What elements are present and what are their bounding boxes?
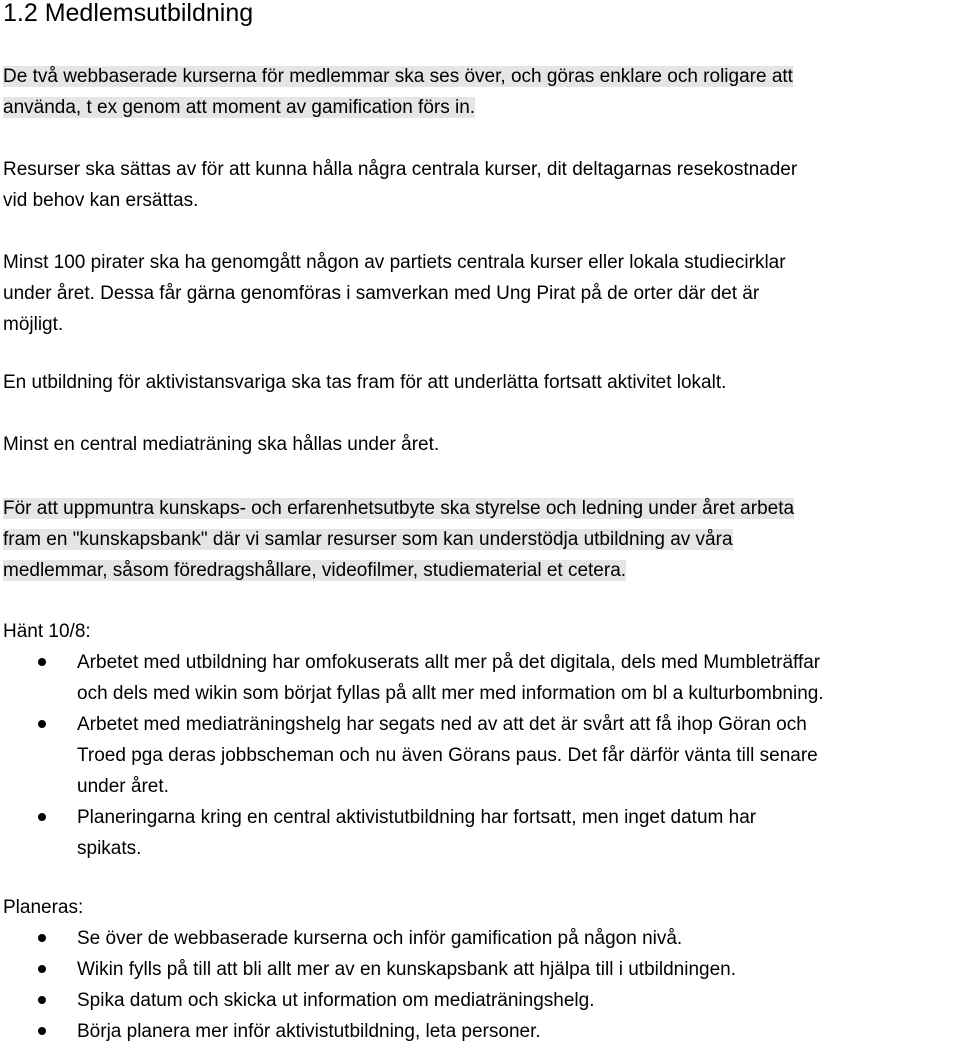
list-item <box>0 647 824 709</box>
bullet-icon <box>38 1027 46 1035</box>
list-item <box>0 923 736 954</box>
list-item-line: och dels med wikin som börjat fyllas på allt mer med information om bl a kulturbombning. <box>77 683 824 704</box>
paragraph-line: medlemmar, såsom föredragshållare, videofilmer, studiematerial et cetera. <box>3 560 627 581</box>
paragraph-mediatraning <box>3 429 439 460</box>
list-item-line: Troed pga deras jobbscheman och nu även Görans paus. Det får därför vänta till senare <box>77 745 818 766</box>
paragraph-line: Minst en central mediaträning ska hållas under året. <box>3 434 440 455</box>
paragraph-line: under året. Dessa får gärna genomföras i samverkan med Ung Pirat på de orter där det är <box>3 283 760 304</box>
list-item-line: Se över de webbaserade kurserna och inför gamification på någon nivå. <box>77 928 683 949</box>
section-heading: 1.2 Medlemsutbildning <box>3 0 254 27</box>
list-item-line: Arbetet med utbildning har omfokuserats allt mer på det digitala, dels med Mumbleträffar <box>77 652 821 673</box>
paragraph-line: fram en "kunskapsbank" där vi samlar resurser som kan understödja utbildning av våra <box>3 529 733 550</box>
list-item <box>0 802 824 864</box>
list-item-line: Börja planera mer inför aktivistutbildning, leta personer. <box>77 1021 541 1042</box>
paragraph-resources <box>3 154 797 216</box>
list-item-line: Spika datum och skicka ut information om mediaträningshelg. <box>77 990 595 1011</box>
list-item <box>0 709 824 802</box>
bullet-icon <box>38 658 46 666</box>
paragraph-line: För att uppmuntra kunskaps- och erfarenhetsutbyte ska styrelse och ledning under året arbeta <box>3 498 795 519</box>
list-item-line: Wikin fylls på till att bli allt mer av en kunskapsbank att hjälpa till i utbildningen. <box>77 959 736 980</box>
paragraph-line: möjligt. <box>3 314 64 335</box>
list-item <box>0 954 736 985</box>
paragraph-line: De två webbaserade kurserna för medlemmar ska ses över, och göras enklare och roligare att <box>3 66 793 87</box>
list-item <box>0 985 736 1016</box>
planeras-list <box>0 923 736 1047</box>
bullet-icon <box>38 996 46 1004</box>
bullet-icon <box>38 965 46 973</box>
paragraph-line: Resurser ska sättas av för att kunna hålla några centrala kurser, dit deltagarnas resekostnader <box>3 159 798 180</box>
paragraph-web-courses <box>3 61 793 123</box>
list-item-line: Planeringarna kring en central aktivistutbildning har fortsatt, men inget datum har <box>77 807 757 828</box>
paragraph-minst-100 <box>3 247 786 340</box>
hant-list <box>0 647 824 864</box>
paragraph-line: vid behov kan ersättas. <box>3 190 199 211</box>
list-item <box>0 1016 736 1047</box>
paragraph-kunskapsbank <box>3 493 794 586</box>
bullet-icon <box>38 813 46 821</box>
hant-heading: Hänt 10/8: <box>3 621 91 642</box>
paragraph-line: Minst 100 pirater ska ha genomgått någon av partiets centrala kurser eller lokala studiecirklar <box>3 252 786 273</box>
paragraph-line: En utbildning för aktivistansvariga ska tas fram för att underlätta fortsatt aktivitet lokalt. <box>3 372 727 393</box>
planeras-heading: Planeras: <box>3 897 84 918</box>
list-item-line: Arbetet med mediaträningshelg har segats ned av att det är svårt att få ihop Göran och <box>77 714 807 735</box>
bullet-icon <box>38 934 46 942</box>
list-item-line: spikats. <box>77 838 142 859</box>
bullet-icon <box>38 720 46 728</box>
list-item-line: under året. <box>77 776 169 797</box>
paragraph-line: använda, t ex genom att moment av gamification förs in. <box>3 97 476 118</box>
paragraph-aktivistansvariga <box>3 367 726 398</box>
